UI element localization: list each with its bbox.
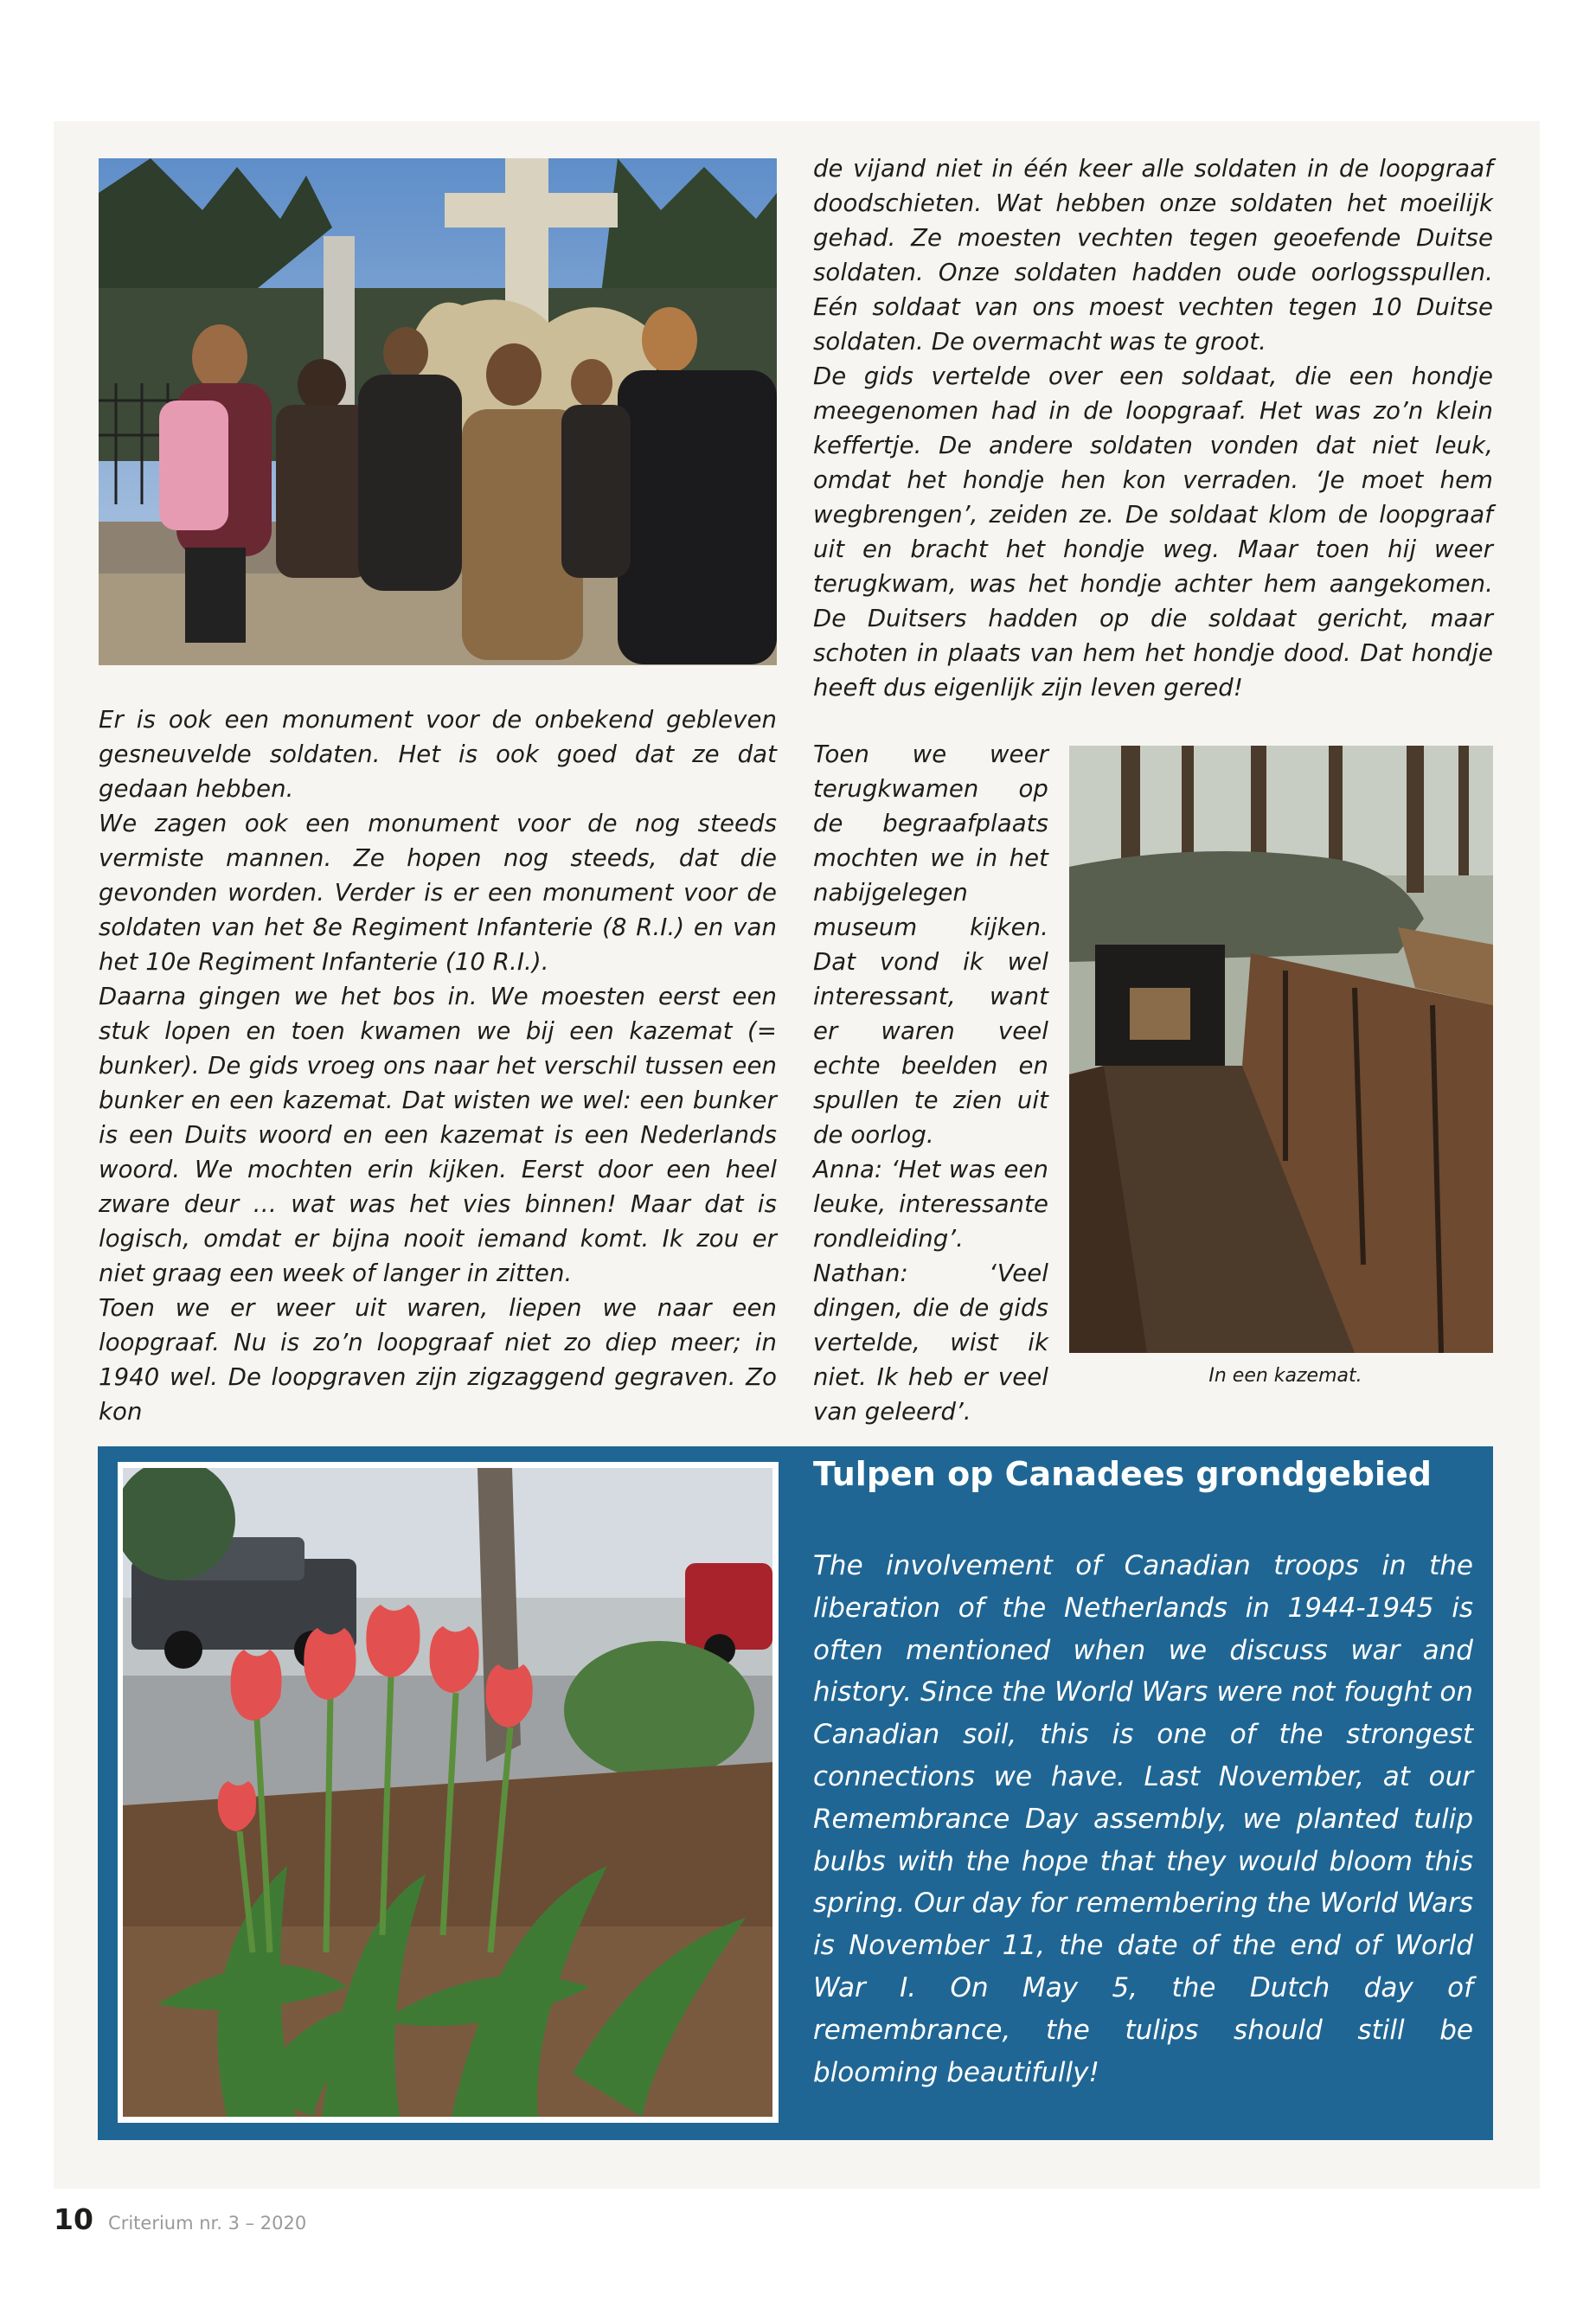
paragraph: de vijand niet in één keer alle soldaten in de loopgraaf doodschieten. Wat hebben onze soldaten het moeilijk gehad. Ze moesten vechten tegen geoefende Duitse soldaten. Onze soldaten hadden oude oorlogsspullen. Eén soldaat van ons moest vechten tegen 10 Duitse soldaten. De overmacht was te groot.: [813, 155, 1493, 356]
paragraph: Er is ook een monument voor de onbekend gebleven gesneuvelde soldaten. Het is ook goed dat ze dat gedaan hebben.: [99, 706, 777, 803]
kazemat-photo: [1069, 746, 1493, 1353]
publication-info: Criterium nr. 3 – 2020: [108, 2213, 307, 2234]
article-column-narrow: [813, 737, 1048, 1429]
page-footer: [54, 2202, 306, 2236]
article-column-right: [813, 151, 1493, 705]
paragraph: We zagen ook een monument voor de nog steeds vermiste mannen. Ze hopen nog steeds, dat die gevonden worden. Verder is er een monument voor de soldaten van het 8e Regiment Infanterie (8 R.I.) en van het 10e Regiment Infanterie (10 R.I.).: [99, 810, 777, 976]
monument-photo: [99, 158, 777, 665]
paragraph: Daarna gingen we het bos in. We moesten eerst een stuk lopen en toen kwamen we bij een kazemat (= bunker). De gids vroeg ons naar het verschil tussen een bunker en een kazemat. Dat wisten we wel: een bunker is een Duits woord en een kazemat is een Nederlands woord. We mochten erin kijken. Eerst door een heel zware deur … wat was het vies binnen! Maar dat is logisch, omdat er bijna nooit iemand komt. Ik zou er niet graag een week of langer in zitten.: [99, 983, 777, 1287]
box-title: Tulpen op Canadees grondgebied: [813, 1455, 1432, 1493]
box-text: The involvement of Canadian troops in the liberation of the Netherlands in 1944-1945 is often mentioned when we discuss war and history. Since the World Wars were not fought on Canadian soil, this is one of the strongest connections we have. Last November, at our Remembrance Day assembly, we planted tulip bulbs with the hope that they would bloom this spring. Our day for remembering the World Wars is November 11, the date of the end of World War I. On May 5, the Dutch day of remembrance, the tulips should still be blooming beautifully!: [813, 1550, 1473, 2088]
article-column-left: [99, 702, 777, 1429]
page-number: 10: [54, 2202, 93, 2236]
paragraph: Toen we er weer uit waren, liepen we naar een loopgraaf. Nu is zo’n loopgraaf niet zo diep meer; in 1940 wel. De loopgraven zijn zigzaggend gegraven. Zo kon: [99, 1294, 777, 1426]
quote-anna: Anna: ‘Het was een leuke, interessante rondleiding’.: [813, 1156, 1048, 1253]
quote-nathan: Nathan: ‘Veel dingen, die de gids vertelde, wist ik niet. Ik heb er veel van geleerd’.: [813, 1259, 1048, 1426]
kazemat-caption: In een kazemat.: [1208, 1365, 1362, 1387]
paragraph: Toen we weer terugkwamen op de begraafplaats mochten we in het nabijgelegen museum kijken. Dat vond ik wel interessant, want er waren veel echte beelden en spullen te zien uit de oorlog.: [813, 740, 1048, 1149]
paragraph: De gids vertelde over een soldaat, die een hondje meegenomen had in de loopgraaf. Het was zo’n klein keffertje. De andere soldaten vonden dat niet leuk, omdat het hondje hen kon verraden. ‘Je moet hem wegbrengen’, zeiden ze. De soldaat klom de loopgraaf uit en bracht het hondje weg. Maar toen hij weer terugkwam, was het hondje achter hem aangekomen. De Duitsers hadden op die soldaat gericht, maar schoten in plaats van hem het hondje dood. Dat hondje heeft dus eigenlijk zijn leven gered!: [813, 362, 1493, 702]
tulip-photo: [123, 1468, 772, 2117]
